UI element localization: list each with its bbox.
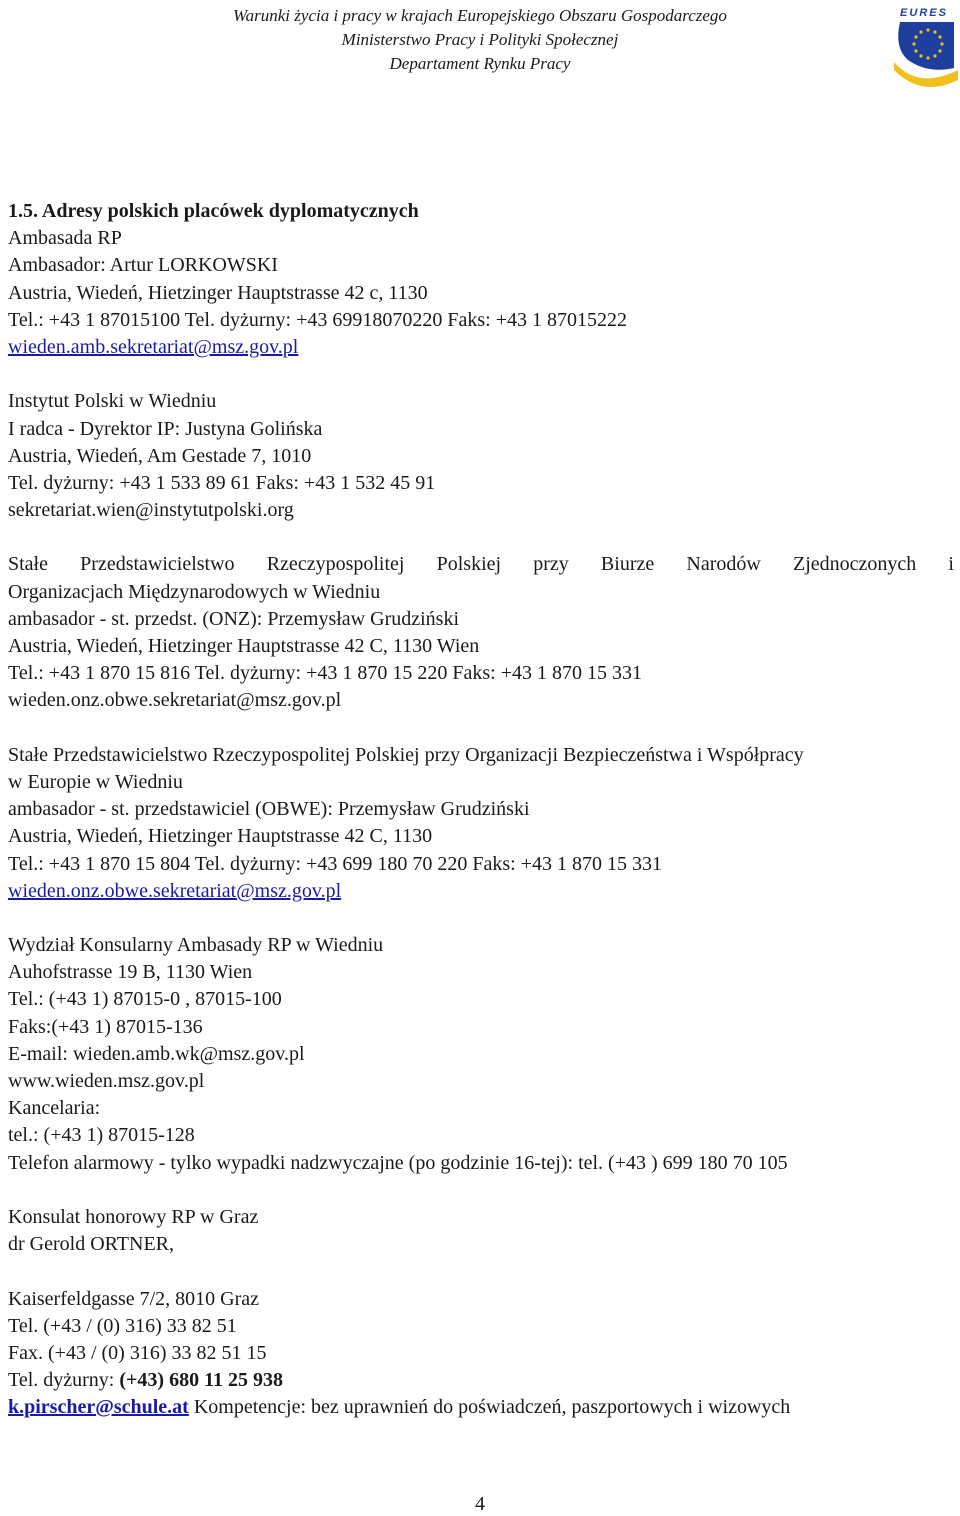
un-mission-ambassador: ambasador - st. przedst. (ONZ): Przemysław Grudziński	[8, 607, 459, 630]
osce-mission-address: Austria, Wiedeń, Hietzinger Hauptstrasse 42 C, 1130	[8, 825, 433, 848]
un-mission-name-line-2: Organizacjach Międzynarodowych w Wiedniu	[8, 580, 381, 603]
embassy-block	[8, 198, 954, 361]
un-mission-block	[8, 551, 954, 714]
consulate-graz-duty-line	[8, 1367, 954, 1394]
consulate-graz-email-line	[8, 1394, 954, 1421]
header-line-3: Departament Rynku Pracy	[389, 54, 571, 73]
embassy-ambassador: Ambasador: Artur LORKOWSKI	[8, 254, 278, 277]
consular-emergency: Telefon alarmowy - tylko wypadki nadzwyczajne (po godzinie 16-tej): tel. (+43 ) 699 180 70 105	[8, 1151, 788, 1174]
header-text	[150, 4, 810, 76]
un-mission-address: Austria, Wiedeń, Hietzinger Hauptstrasse 42 C, 1130 Wien	[8, 635, 480, 657]
embassy-name: Ambasada RP	[8, 227, 122, 250]
institute-address: Austria, Wiedeń, Am Gestade 7, 1010	[8, 444, 312, 467]
institute-name: Instytut Polski w Wiedniu	[8, 390, 217, 413]
consulate-graz-name: Konsulat honorowy RP w Graz	[8, 1205, 259, 1228]
consular-website: www.wieden.msz.gov.pl	[8, 1070, 205, 1092]
header-line-1: Warunki życia i pracy w krajach Europejskiego Obszaru Gospodarczego	[233, 6, 727, 25]
eures-logo-blue-shape	[898, 22, 954, 70]
institute-email: sekretariat.wien@instytutpolski.org	[8, 499, 294, 522]
embassy-email-link[interactable]: wieden.amb.sekretariat@msz.gov.pl	[8, 335, 299, 358]
consulate-graz-fax: Fax. (+43 / (0) 316) 33 82 51 15	[8, 1341, 267, 1364]
consular-email: E-mail: wieden.amb.wk@msz.gov.pl	[8, 1042, 305, 1065]
consular-phone: Tel.: (+43 1) 87015-0 , 87015-100	[8, 988, 282, 1011]
osce-mission-ambassador: ambasador - st. przedstawiciel (OBWE): Przemysław Grudziński	[8, 798, 530, 821]
consular-block	[8, 932, 954, 1177]
eures-logo	[888, 4, 960, 92]
header-line-2: Ministerstwo Pracy i Polityki Społecznej	[341, 30, 619, 49]
un-mission-email: wieden.onz.obwe.sekretariat@msz.gov.pl	[8, 689, 342, 712]
consulate-graz-phone: Tel. (+43 / (0) 316) 33 82 51	[8, 1314, 237, 1337]
consular-name: Wydział Konsularny Ambasady RP w Wiedniu	[8, 934, 384, 957]
consular-office-label: Kancelaria:	[8, 1097, 101, 1120]
institute-phones: Tel. dyżurny: +43 1 533 89 61 Faks: +43 1 532 45 91	[8, 471, 436, 494]
un-mission-name-line-1: Stałe Przedstawicielstwo Rzeczypospolitej Polskiej przy Biurze Narodów Zjednoczonych i	[8, 553, 954, 576]
institute-director: I radca - Dyrektor IP: Justyna Golińska	[8, 417, 323, 440]
consular-office-phone: tel.: (+43 1) 87015-128	[8, 1124, 195, 1147]
consulate-graz-duty-number: (+43) 680 11 25 938	[119, 1369, 283, 1392]
consulate-graz-block	[8, 1204, 954, 1422]
consular-fax: Faks:(+43 1) 87015-136	[8, 1015, 203, 1038]
page-number: 4	[475, 1493, 485, 1515]
embassy-phones: Tel.: +43 1 87015100 Tel. dyżurny: +43 69918070220 Faks: +43 1 87015222	[8, 308, 627, 331]
consulate-graz-consul: dr Gerold ORTNER,	[8, 1233, 174, 1256]
osce-mission-email-link[interactable]: wieden.onz.obwe.sekretariat@msz.gov.pl	[8, 879, 342, 902]
page-content	[8, 198, 954, 1421]
embassy-address: Austria, Wiedeń, Hietzinger Hauptstrasse 42 c, 1130	[8, 281, 428, 304]
osce-mission-name-line-1: Stałe Przedstawicielstwo Rzeczypospolitej Polskiej przy Organizacji Bezpieczeństwa i Współpracy	[8, 743, 804, 766]
osce-mission-block	[8, 742, 954, 905]
consulate-graz-duty-label: Tel. dyżurny:	[8, 1369, 120, 1392]
osce-mission-phones: Tel.: +43 1 870 15 804 Tel. dyżurny: +43 699 180 70 220 Faks: +43 1 870 15 331	[8, 852, 662, 875]
un-mission-phones: Tel.: +43 1 870 15 816 Tel. dyżurny: +43 1 870 15 220 Faks: +43 1 870 15 331	[8, 662, 642, 685]
consular-address: Auhofstrasse 19 B, 1130 Wien	[8, 961, 253, 984]
consulate-graz-address: Kaiserfeldgasse 7/2, 8010 Graz	[8, 1287, 260, 1310]
consulate-graz-competences: Kompetencje: bez uprawnień do poświadczeń, paszportowych i wizowych	[188, 1396, 791, 1419]
eures-logo-text: EURES	[900, 7, 948, 19]
page-header	[0, 4, 960, 74]
institute-block	[8, 388, 954, 524]
consulate-graz-email-link[interactable]: k.pirscher@schule.at	[8, 1396, 189, 1419]
section-heading: 1.5. Adresy polskich placówek dyplomatycznych	[8, 200, 419, 222]
osce-mission-name-line-2: w Europie w Wiedniu	[8, 770, 183, 793]
